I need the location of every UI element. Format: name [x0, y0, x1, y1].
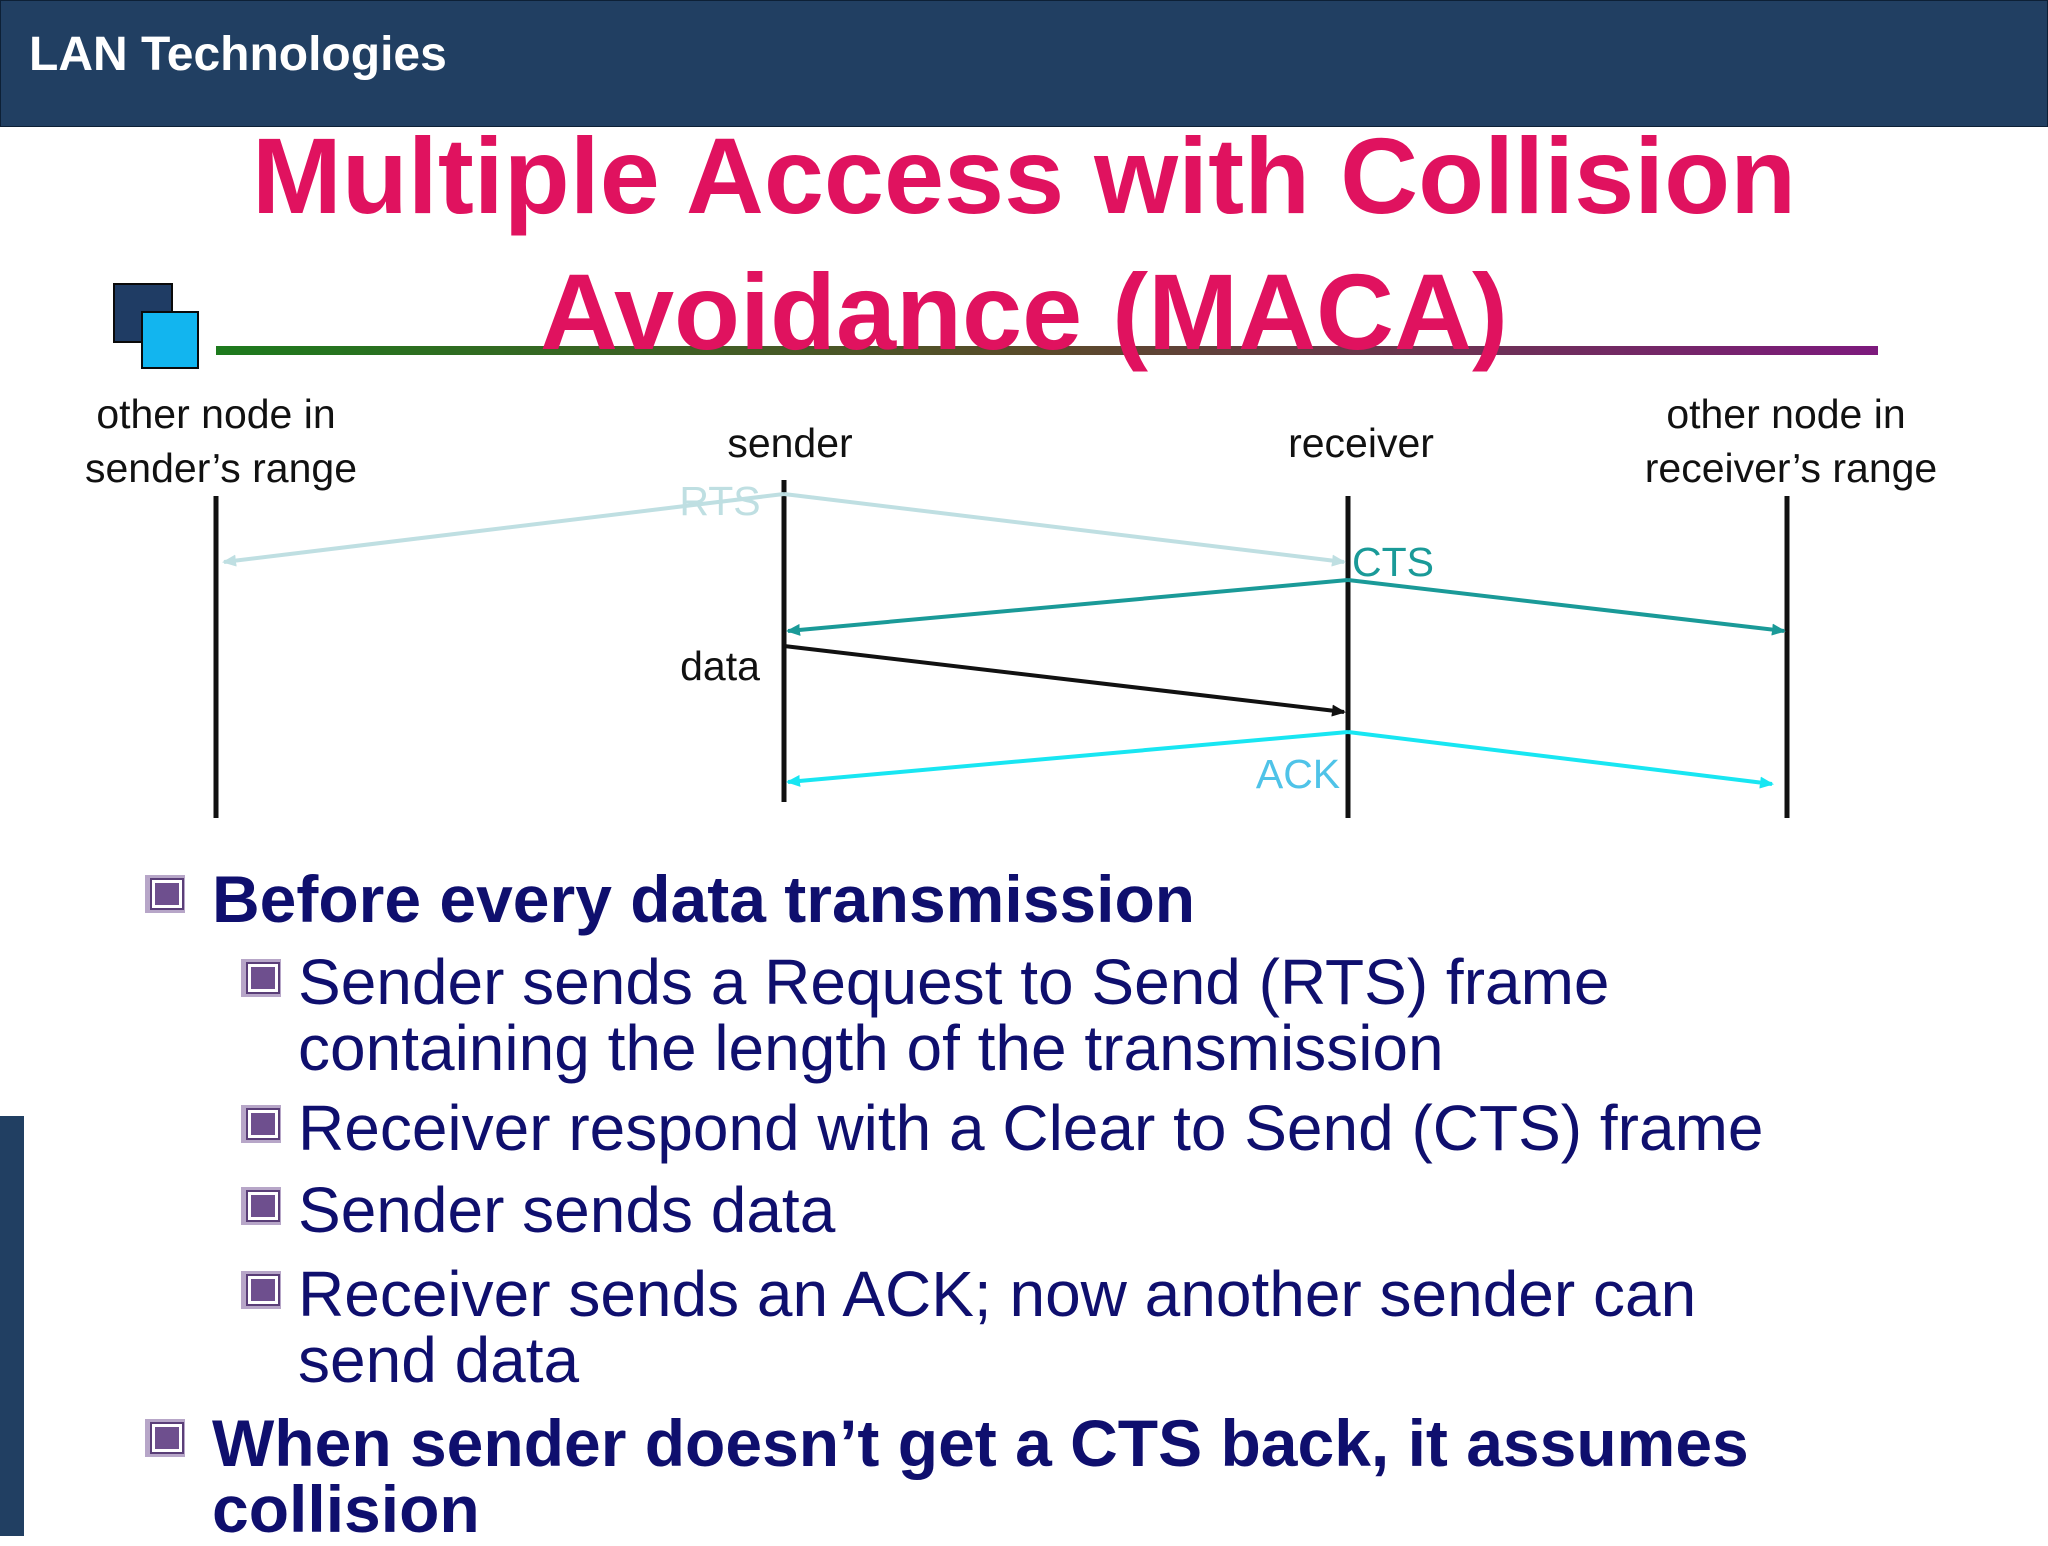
rts-arrow-to-receiver [784, 494, 1344, 562]
ack-arrow-to-other [1348, 732, 1772, 784]
sub-bullet-ack-line1: Receiver sends an ACK; now another sender can [298, 1258, 1697, 1330]
sub-bullet-cts: Receiver respond with a Clear to Send (CTS) frame [298, 1092, 1764, 1164]
slide-title: Multiple Access with Collision Avoidance (MACA) [251, 115, 1797, 372]
sub-bullet-rts-line2: containing the length of the transmission [298, 1012, 1444, 1084]
bullet-no-cts-line1: When sender doesn’t get a CTS back, it assumes [212, 1406, 1749, 1480]
node-label-other-sender-line2: sender’s range [84, 445, 358, 491]
sub-bullet-ack-line2: send data [298, 1324, 580, 1396]
sub-bullet-square-icon [240, 1270, 286, 1312]
sub-bullet-rts-line1: Sender sends a Request to Send (RTS) frame [298, 946, 1610, 1018]
node-label-receiver: receiver [1288, 420, 1434, 466]
data-label: data [680, 643, 760, 689]
cts-arrow-to-other [1348, 580, 1784, 631]
bullet-before-every-transmission: Before every data transmission [212, 862, 1196, 936]
sub-bullet-square-icon [240, 958, 286, 1000]
sub-bullet-square-icon [240, 1186, 286, 1228]
bullet-square-icon [144, 1418, 190, 1460]
node-label-other-sender-line1: other node in [96, 391, 336, 437]
bullet-no-cts-line2: collision [212, 1472, 480, 1546]
cts-arrow-to-sender [788, 580, 1348, 631]
node-label-other-receiver-line1: other node in [1666, 391, 1906, 437]
node-label-other-receiver-line2: receiver’s range [1644, 445, 1938, 491]
cts-label: CTS [1352, 539, 1434, 585]
node-label-sender: sender [727, 420, 853, 466]
header-title: LAN Technologies [29, 28, 447, 81]
data-arrow [784, 646, 1344, 712]
rts-label: RTS [679, 478, 761, 524]
left-accent-bar [0, 1116, 24, 1536]
sub-bullet-data: Sender sends data [298, 1174, 836, 1246]
ack-label: ACK [1255, 751, 1341, 797]
sub-bullet-square-icon [240, 1104, 286, 1146]
bullet-square-icon [144, 874, 190, 916]
